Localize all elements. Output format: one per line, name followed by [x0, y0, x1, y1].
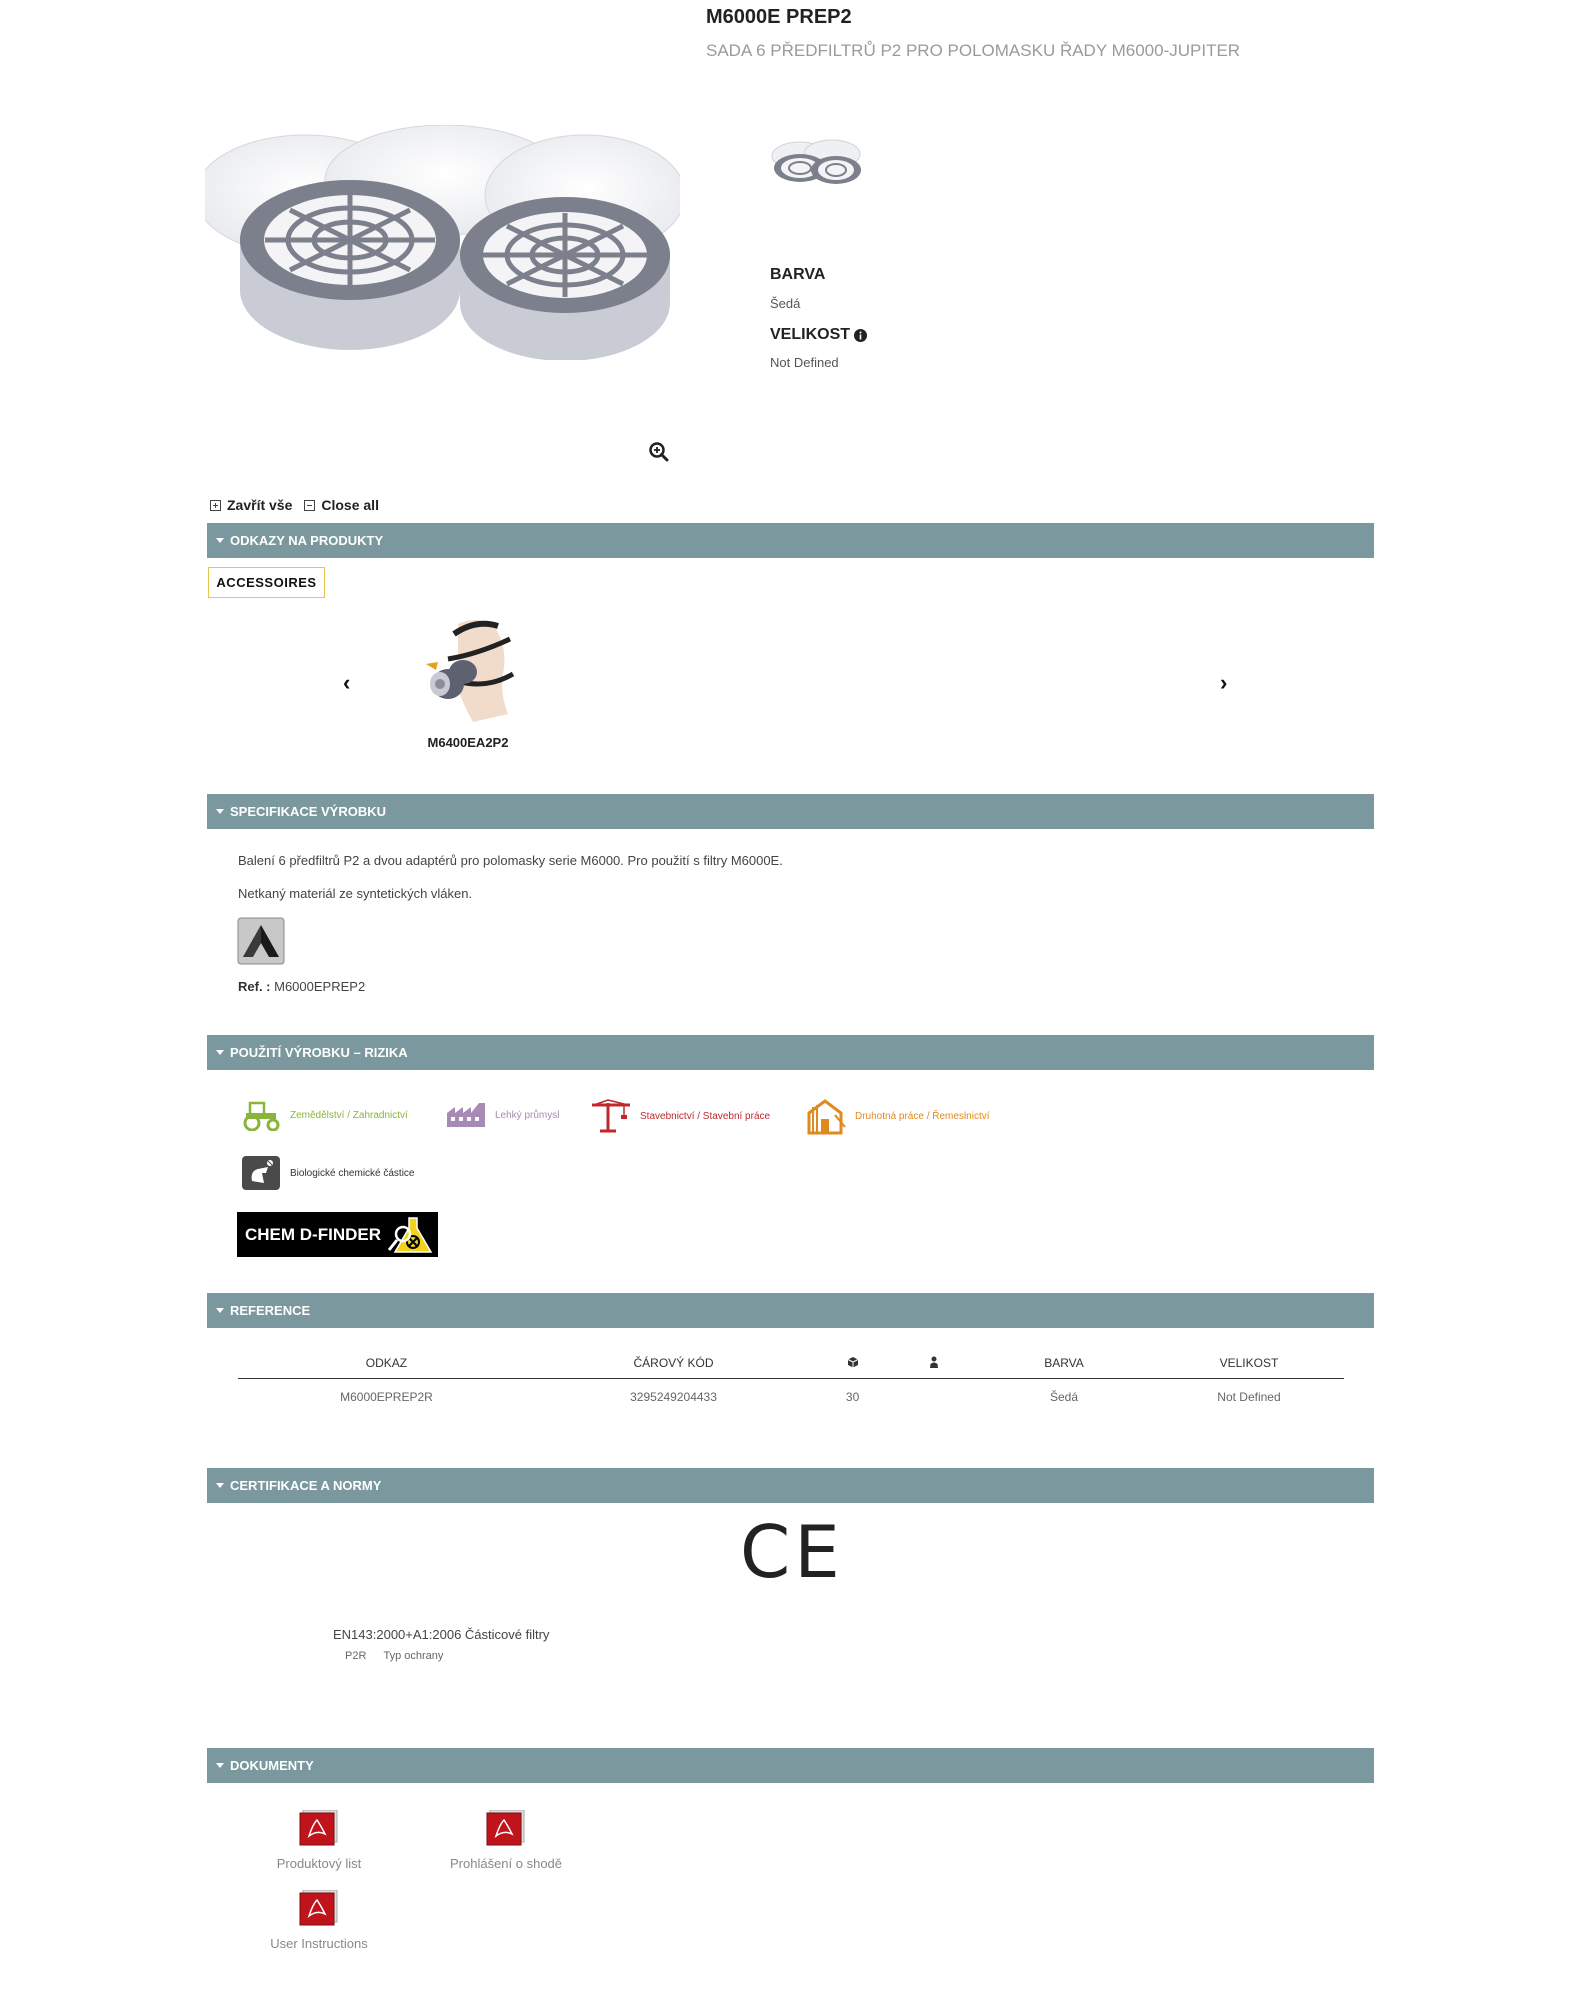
collapse-icon	[304, 500, 315, 511]
risk-construction	[590, 1099, 770, 1133]
col-header-size: VELIKOST	[1154, 1348, 1344, 1379]
pdf-icon	[299, 1890, 339, 1926]
risk-bio-chem	[240, 1155, 415, 1191]
close-all-label: Close all	[321, 497, 379, 513]
document-user-instructions[interactable]	[244, 1890, 394, 1951]
risk-label: Lehký průmysl	[495, 1109, 560, 1121]
cell-qty: 30	[845, 1390, 860, 1404]
flask-magnifier-icon	[387, 1214, 435, 1256]
expand-all-toggle[interactable]	[210, 497, 292, 513]
factory-icon	[445, 1099, 487, 1131]
norm-class-label: Typ ochrany	[383, 1650, 444, 1662]
document-label: User Instructions	[270, 1936, 368, 1951]
brand-logo	[237, 917, 285, 965]
document-declaration[interactable]	[431, 1810, 581, 1871]
crane-icon	[590, 1099, 632, 1133]
caret-down-icon	[216, 1050, 224, 1055]
document-product-sheet[interactable]	[244, 1810, 394, 1871]
chem-d-finder-button[interactable]	[237, 1212, 438, 1257]
document-label: Produktový list	[276, 1856, 362, 1871]
cell-code: M6000EPREP2R	[340, 1390, 433, 1404]
risk-label: Zemědělství / Zahradnictví	[290, 1109, 408, 1121]
carousel-prev-arrow[interactable]: ‹	[343, 670, 351, 695]
section-header-reference[interactable]	[207, 1293, 1374, 1328]
section-title: ODKAZY NA PRODUKTY	[230, 533, 384, 548]
table-row	[238, 1379, 1344, 1416]
chem-d-finder-label: CHEM D-FINDER	[245, 1224, 381, 1244]
color-label: BARVA	[770, 266, 826, 283]
spec-line-2: Netkaný materiál ze syntetických vláken.	[238, 886, 473, 901]
caret-down-icon	[216, 1763, 224, 1768]
product-title: M6000E PREP2	[706, 6, 852, 28]
size-value: Not Defined	[770, 355, 839, 370]
col-header-code: ODKAZ	[238, 1348, 535, 1379]
section-title: SPECIFIKACE VÝROBKU	[230, 804, 387, 819]
product-thumbnail[interactable]	[770, 138, 866, 190]
expand-all-label: Zavřít vše	[227, 497, 293, 513]
pdf-icon	[299, 1810, 339, 1846]
section-header-links[interactable]	[207, 523, 1374, 558]
reference-table	[238, 1348, 1344, 1415]
ref-value: M6000EPREP2	[274, 979, 366, 994]
box-icon	[847, 1356, 859, 1368]
caret-down-icon	[216, 1308, 224, 1313]
col-header-barcode: ČÁROVÝ KÓD	[535, 1348, 812, 1379]
product-image	[205, 125, 680, 360]
caret-down-icon	[216, 809, 224, 814]
person-icon	[929, 1356, 939, 1368]
ce-mark: CE	[740, 1510, 844, 1594]
tab-accessoires[interactable]: ACCESSOIRES	[208, 567, 325, 598]
section-title: REFERENCE	[230, 1303, 311, 1318]
norm-title: EN143:2000+A1:2006 Částicové filtry	[333, 1627, 550, 1642]
section-header-usage[interactable]	[207, 1035, 1374, 1070]
pdf-icon	[486, 1810, 526, 1846]
risk-label: Biologické chemické částice	[290, 1167, 415, 1179]
risk-light-industry	[445, 1099, 559, 1131]
cell-color: Šedá	[1049, 1390, 1078, 1404]
col-header-color: BARVA	[974, 1348, 1154, 1379]
risk-secondary-work	[805, 1097, 990, 1135]
house-icon	[805, 1097, 847, 1135]
cell-size: Not Defined	[1217, 1390, 1281, 1404]
cell-person	[893, 1379, 974, 1416]
risk-label: Stavebnictví / Stavební práce	[640, 1110, 771, 1122]
section-header-certification[interactable]	[207, 1468, 1374, 1503]
zoom-in-icon[interactable]	[648, 441, 670, 463]
accessory-image-mask[interactable]	[418, 614, 518, 726]
carousel-next-arrow[interactable]: ›	[1220, 670, 1228, 695]
col-header-person	[893, 1348, 974, 1379]
section-title: CERTIFIKACE A NORMY	[230, 1478, 382, 1493]
close-all-toggle[interactable]	[304, 497, 379, 513]
spec-line-1: Balení 6 předfiltrů P2 a dvou adaptérů pro polomasky serie M6000. Pro použití s filtry M6000E.	[238, 853, 783, 868]
section-title: DOKUMENTY	[230, 1758, 314, 1773]
size-label: VELIKOST	[770, 326, 851, 343]
color-value: Šedá	[770, 296, 801, 311]
norm-class: P2R	[345, 1650, 367, 1662]
risk-label: Druhotná práce / Řemeslnictví	[855, 1110, 990, 1122]
accessory-name[interactable]: M6400EA2P2	[427, 735, 509, 750]
product-subtitle: SADA 6 PŘEDFILTRŮ P2 PRO POLOMASKU ŘADY M6000-JUPITER	[706, 41, 1241, 60]
expand-icon	[210, 500, 221, 511]
cell-barcode: 3295249204433	[630, 1390, 717, 1404]
section-header-documents[interactable]	[207, 1748, 1374, 1783]
section-toggles	[210, 497, 385, 513]
tractor-icon	[240, 1099, 282, 1131]
col-header-qty	[812, 1348, 893, 1379]
caret-down-icon	[216, 538, 224, 543]
info-icon[interactable]	[854, 329, 867, 342]
ref-label: Ref. :	[238, 979, 271, 994]
section-title: POUŽITÍ VÝROBKU – RIZIKA	[230, 1045, 408, 1060]
document-label: Prohlášení o shodě	[449, 1856, 563, 1871]
risk-agriculture	[240, 1099, 408, 1131]
particles-icon	[240, 1155, 282, 1191]
section-header-spec[interactable]	[207, 794, 1374, 829]
caret-down-icon	[216, 1483, 224, 1488]
